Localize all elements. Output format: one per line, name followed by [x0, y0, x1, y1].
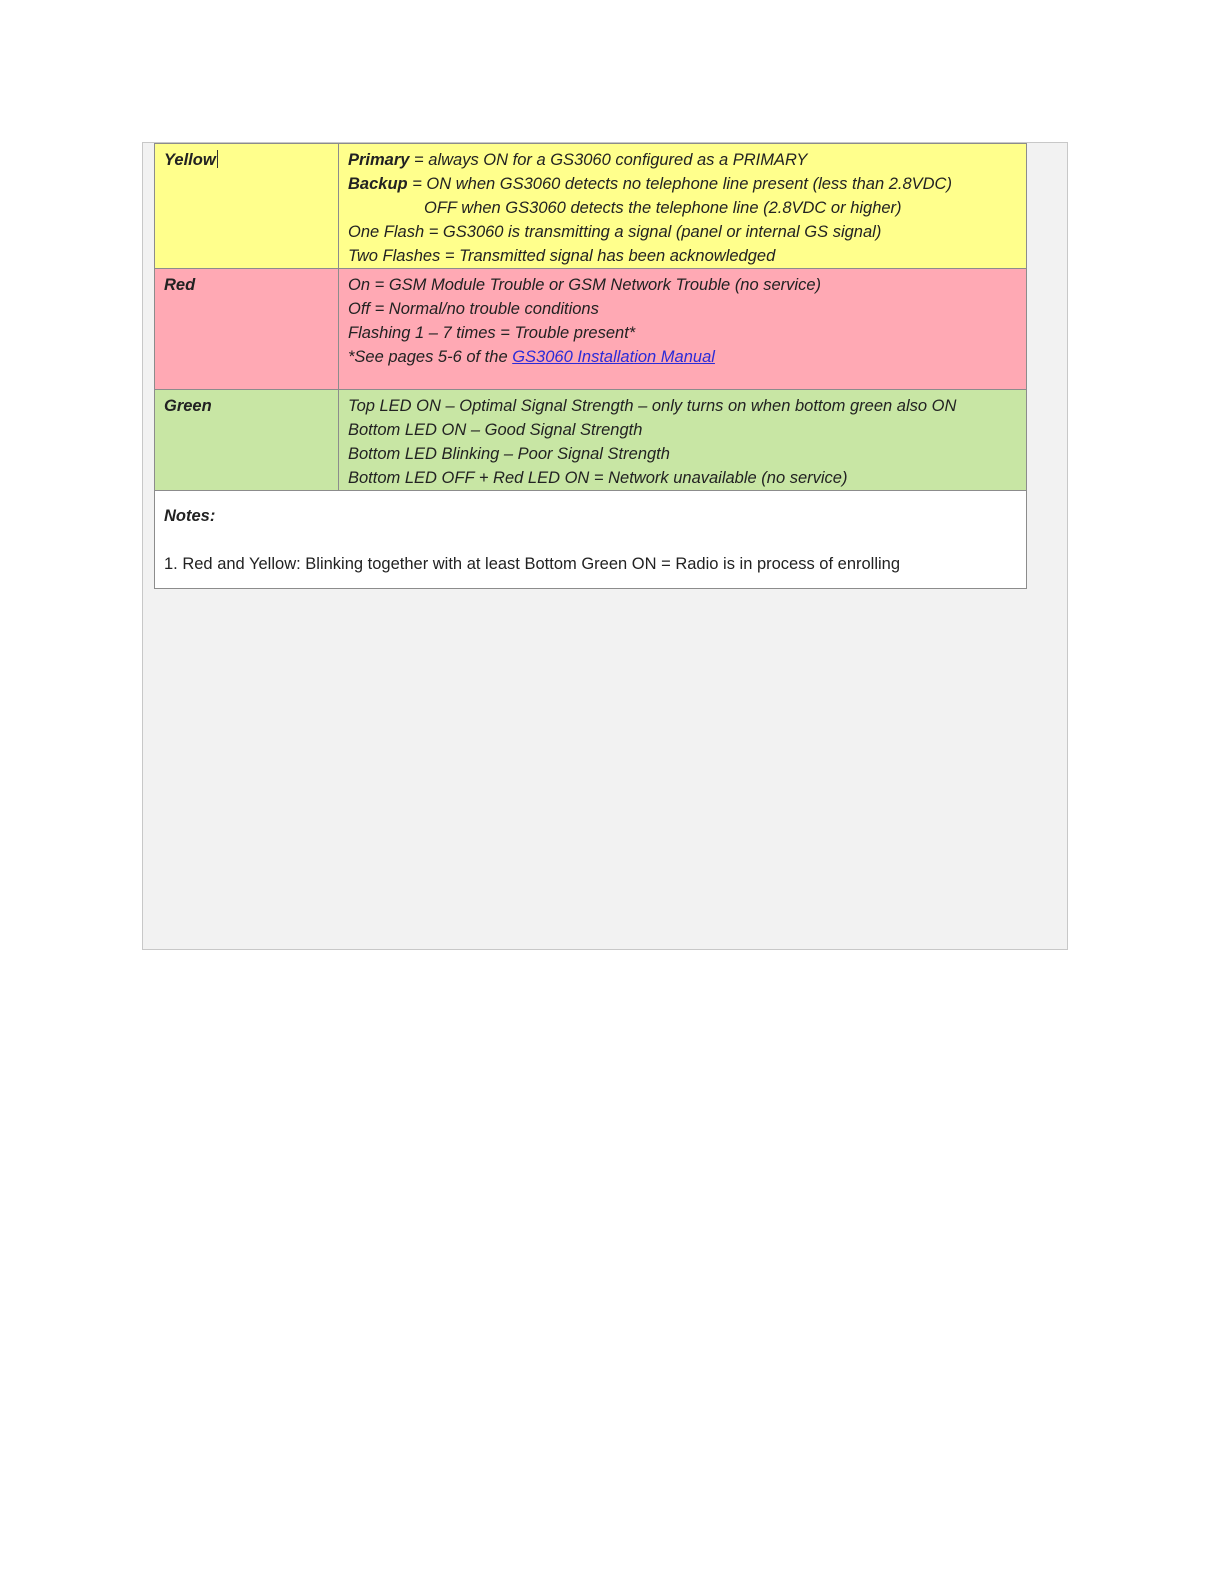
led-description-cell: [339, 144, 1027, 269]
backup-off-line: OFF when GS3060 detects the telephone line (2.8VDC or higher): [424, 199, 902, 217]
see-pages-line: [348, 345, 1018, 369]
note-item: 1. Red and Yellow: Blinking together with at least Bottom Green ON = Radio is in process of enrolling: [164, 555, 901, 573]
red-off-line: Off = Normal/no trouble conditions: [348, 300, 599, 318]
led-color-cell: [155, 269, 339, 390]
backup-label: Backup: [348, 175, 408, 193]
backup-line: [348, 172, 1018, 196]
embedded-screenshot: [142, 142, 1068, 950]
bottom-led-off-line: Bottom LED OFF + Red LED ON = Network unavailable (no service): [348, 469, 848, 487]
table-row-notes: [155, 491, 1027, 589]
led-color-label-yellow: Yellow: [164, 151, 216, 169]
led-description-cell: [339, 269, 1027, 390]
table-row-green: [155, 390, 1027, 491]
bottom-led-on-line: Bottom LED ON – Good Signal Strength: [348, 421, 643, 439]
primary-line: [348, 148, 1018, 172]
two-flashes-line: Two Flashes = Transmitted signal has been acknowledged: [348, 247, 776, 265]
led-color-label-red: Red: [164, 276, 196, 294]
backup-text: = ON when GS3060 detects no telephone line present (less than 2.8VDC): [407, 175, 952, 193]
led-color-cell: [155, 144, 339, 269]
led-description-cell: [339, 390, 1027, 491]
text-cursor: [217, 150, 218, 168]
notes-title: Notes:: [164, 507, 216, 525]
led-status-table: [154, 143, 1027, 589]
primary-label: Primary: [348, 151, 410, 169]
top-led-on-line: Top LED ON – Optimal Signal Strength – only turns on when bottom green also ON: [348, 397, 957, 415]
red-flashing-line: Flashing 1 – 7 times = Trouble present*: [348, 324, 636, 342]
bottom-led-blinking-line: Bottom LED Blinking – Poor Signal Strength: [348, 445, 670, 463]
notes-cell: [155, 491, 1027, 589]
led-color-cell: [155, 390, 339, 491]
red-on-line: On = GSM Module Trouble or GSM Network Trouble (no service): [348, 276, 822, 294]
table-row-red: [155, 269, 1027, 390]
table-row-yellow: [155, 144, 1027, 269]
primary-text: = always ON for a GS3060 configured as a PRIMARY: [409, 151, 808, 169]
installation-manual-link[interactable]: GS3060 Installation Manual: [512, 348, 715, 366]
see-pages-text: *See pages 5-6 of the: [348, 348, 513, 366]
one-flash-line: One Flash = GS3060 is transmitting a signal (panel or internal GS signal): [348, 223, 882, 241]
led-color-label-green: Green: [164, 397, 212, 415]
